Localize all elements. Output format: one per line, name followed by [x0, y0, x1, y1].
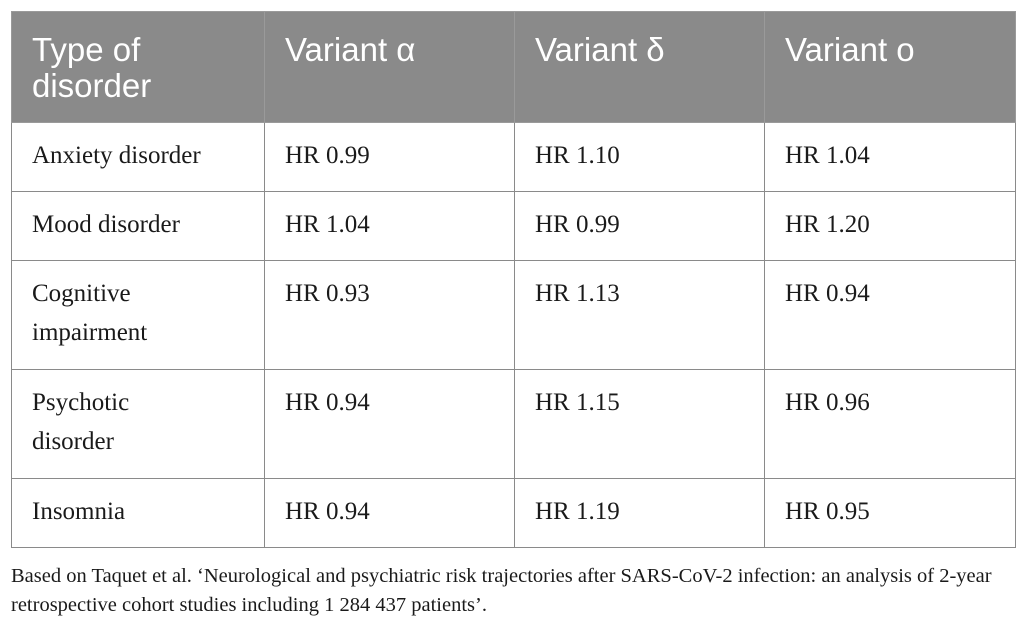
cell-delta: HR 1.19	[515, 479, 765, 548]
cell-disorder: Mood disorder	[12, 192, 265, 261]
table-body	[12, 123, 1016, 548]
cell-omicron: HR 0.94	[765, 261, 1016, 370]
cell-alpha: HR 0.94	[265, 370, 515, 479]
table-row	[12, 261, 1016, 370]
header-variant-alpha: Variant α	[265, 12, 515, 123]
table-row	[12, 123, 1016, 192]
cell-delta: HR 1.10	[515, 123, 765, 192]
cell-alpha: HR 0.94	[265, 479, 515, 548]
cell-delta: HR 1.15	[515, 370, 765, 479]
hr-table	[11, 11, 1016, 548]
cell-alpha: HR 1.04	[265, 192, 515, 261]
header-row	[12, 12, 1016, 123]
table-header	[12, 12, 1016, 123]
cell-disorder: Anxiety disorder	[12, 123, 265, 192]
table-row	[12, 479, 1016, 548]
cell-omicron: HR 1.04	[765, 123, 1016, 192]
cell-alpha: HR 0.93	[265, 261, 515, 370]
cell-omicron: HR 1.20	[765, 192, 1016, 261]
cell-omicron: HR 0.95	[765, 479, 1016, 548]
header-type-of-disorder: Type of disorder	[12, 12, 265, 123]
hr-table-container	[11, 11, 1015, 548]
cell-disorder: Psychotic disorder	[12, 370, 265, 479]
header-variant-delta: Variant δ	[515, 12, 765, 123]
cell-delta: HR 0.99	[515, 192, 765, 261]
cell-disorder: Insomnia	[12, 479, 265, 548]
cell-disorder: Cognitive impairment	[12, 261, 265, 370]
cell-omicron: HR 0.96	[765, 370, 1016, 479]
table-footnote: Based on Taquet et al. ‘Neurological and psychiatric risk trajectories after SARS-CoV-2 infection: an analysis of 2-year retrospective cohort studies including 1 284 437 patients’.	[11, 565, 992, 616]
cell-delta: HR 1.13	[515, 261, 765, 370]
table-row	[12, 370, 1016, 479]
cell-alpha: HR 0.99	[265, 123, 515, 192]
header-variant-omicron: Variant o	[765, 12, 1016, 123]
table-row	[12, 192, 1016, 261]
